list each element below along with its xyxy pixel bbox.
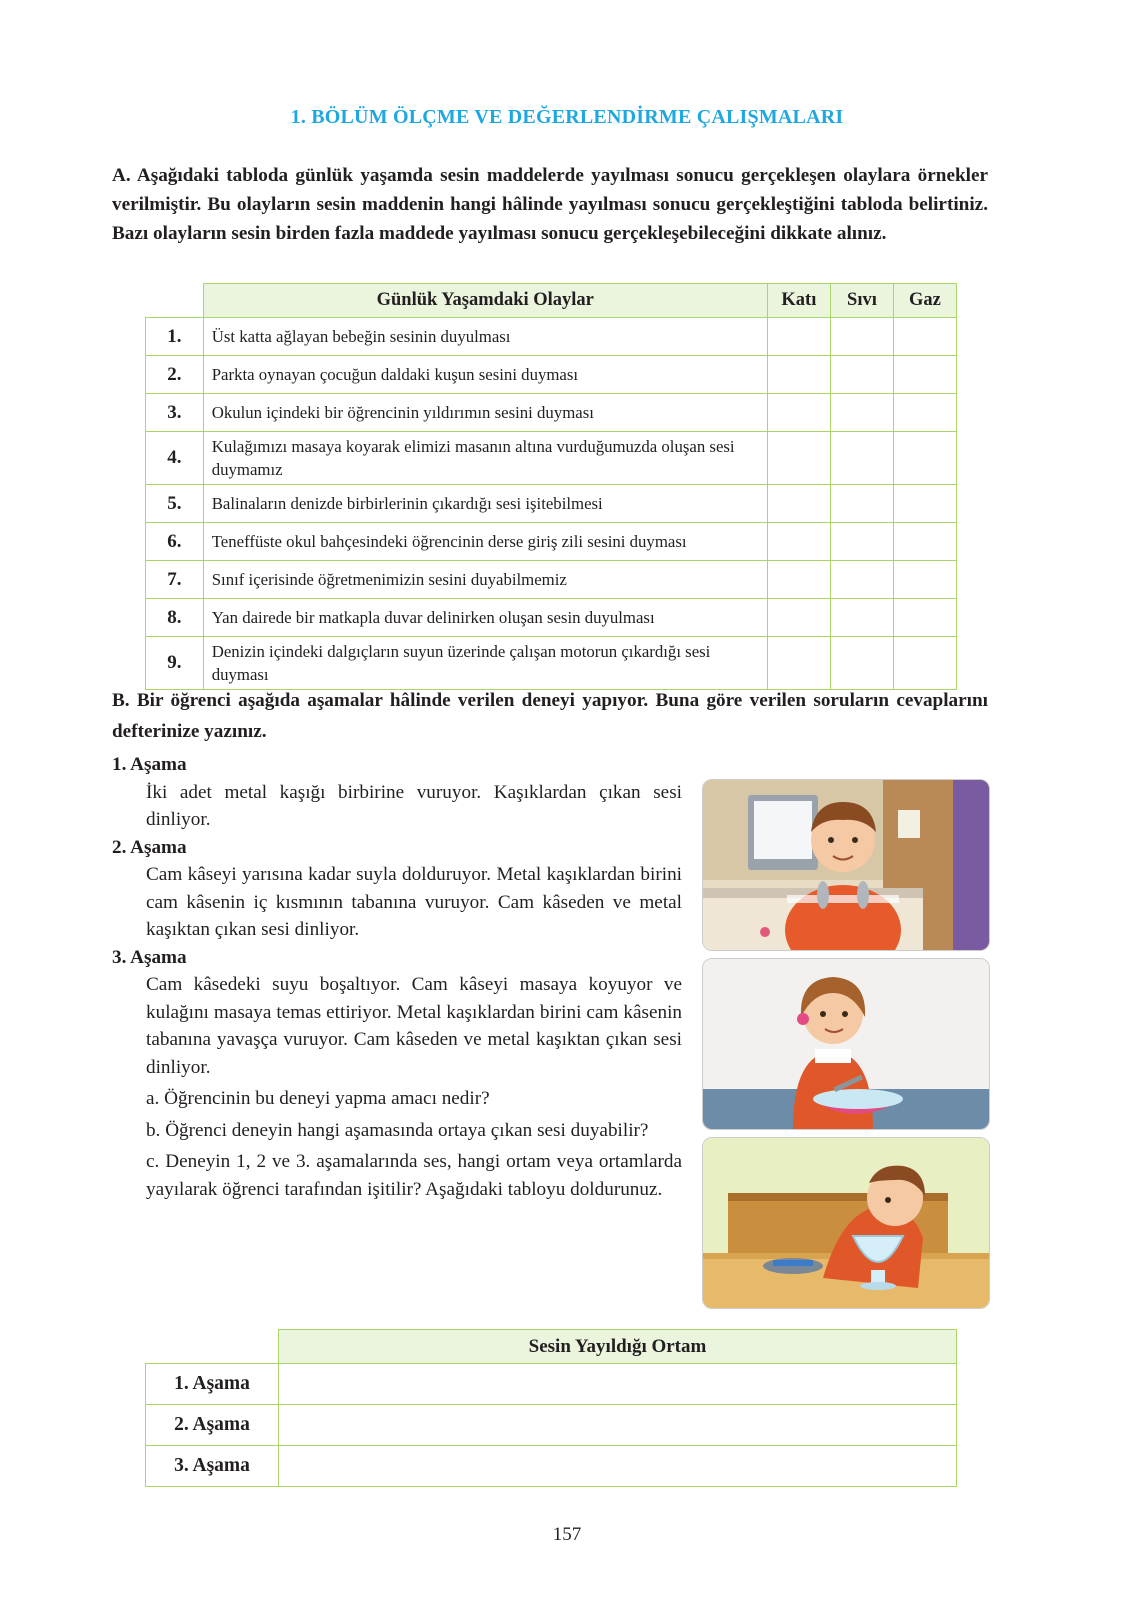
stage1-text: İki adet metal kaşığı birbirine vuruyor. Kaşıklardan çıkan sesi dinliyor. xyxy=(146,781,682,830)
event-text: Okulun içindeki bir öğrencinin yıldırımın sesini duyması xyxy=(203,394,767,432)
row-number: 3. xyxy=(146,394,204,432)
gas-cell[interactable] xyxy=(893,356,956,394)
row-number: 5. xyxy=(146,485,204,523)
table-row xyxy=(146,599,957,637)
gas-cell[interactable] xyxy=(893,637,956,690)
gas-cell[interactable] xyxy=(893,599,956,637)
question-c: c. Deneyin 1, 2 ve 3. aşamalarında ses, hangi ortam veya ortamlarda yayılarak öğrenci tarafından işitilir? Aşağıdaki tabloyu doldurunuz. xyxy=(146,1151,682,1200)
page-title: 1. BÖLÜM ÖLÇME VE DEĞERLENDİRME ÇALIŞMALARI xyxy=(290,106,844,128)
table-row xyxy=(146,1446,957,1487)
header-events: Günlük Yaşamdaki Olaylar xyxy=(203,284,767,318)
row-number: 1. xyxy=(146,318,204,356)
table2-header-row xyxy=(146,1330,957,1364)
stage1-title: 1. Aşama xyxy=(112,754,187,775)
gas-cell[interactable] xyxy=(893,318,956,356)
table-row xyxy=(146,637,957,690)
solid-cell[interactable] xyxy=(767,599,830,637)
event-text: Kulağımızı masaya koyarak elimizi masanın altına vurduğumuzda oluşan sesi duymamız xyxy=(203,432,767,485)
events-table xyxy=(145,283,957,690)
experiment-text xyxy=(112,751,682,1203)
stage2-text: Cam kâseyi yarısına kadar suyla dolduruyor. Metal kaşıklardan birini cam kâsenin iç kısmının tabanına vuruyor. Cam kâseden ve metal kaşıktan çıkan sesi dinliyor. xyxy=(146,864,682,940)
medium-cell[interactable] xyxy=(279,1446,957,1487)
solid-cell[interactable] xyxy=(767,432,830,485)
solid-cell[interactable] xyxy=(767,394,830,432)
illustration-stage3 xyxy=(702,1137,990,1309)
table-header-row xyxy=(146,284,957,318)
stage-label: 1. Aşama xyxy=(146,1364,279,1405)
row-number: 7. xyxy=(146,561,204,599)
gas-cell[interactable] xyxy=(893,394,956,432)
event-text: Parkta oynayan çocuğun daldaki kuşun sesini duyması xyxy=(203,356,767,394)
solid-cell[interactable] xyxy=(767,637,830,690)
gas-cell[interactable] xyxy=(893,485,956,523)
section-a-instruction: A. Aşağıdaki tabloda günlük yaşamda sesin maddelerde yayılması sonucu gerçekleşen olaylara örnekler verilmiştir. Bu olayların sesin maddenin hangi hâlinde yayılması sonucu gerçekleştiğini tabloda belirtiniz. Bazı olayların sesin birden fazla maddede yayılması sonucu gerçekleşebileceğini dikkate alınız. xyxy=(112,165,988,244)
header-gas: Gaz xyxy=(893,284,956,318)
liquid-cell[interactable] xyxy=(830,599,893,637)
medium-cell[interactable] xyxy=(279,1364,957,1405)
event-text: Yan dairede bir matkapla duvar delinirken oluşan sesin duyulması xyxy=(203,599,767,637)
gas-cell[interactable] xyxy=(893,523,956,561)
row-number: 9. xyxy=(146,637,204,690)
event-text: Denizin içindeki dalgıçların suyun üzerinde çalışan motorun çıkardığı sesi duyması xyxy=(203,637,767,690)
event-text: Sınıf içerisinde öğretmenimizin sesini duyabilmemiz xyxy=(203,561,767,599)
section-b-instruction: B. Bir öğrenci aşağıda aşamalar hâlinde verilen deneyi yapıyor. Buna göre verilen soruların cevaplarını defterinize yazınız. xyxy=(112,690,988,742)
liquid-cell[interactable] xyxy=(830,394,893,432)
liquid-cell[interactable] xyxy=(830,637,893,690)
row-number: 8. xyxy=(146,599,204,637)
stage-label: 3. Aşama xyxy=(146,1446,279,1487)
event-text: Teneffüste okul bahçesindeki öğrencinin derse giriş zili sesini duyması xyxy=(203,523,767,561)
table-row xyxy=(146,485,957,523)
event-text: Balinaların denizde birbirlerinin çıkardığı sesi işitebilmesi xyxy=(203,485,767,523)
liquid-cell[interactable] xyxy=(830,485,893,523)
row-number: 2. xyxy=(146,356,204,394)
row-number: 4. xyxy=(146,432,204,485)
table-row xyxy=(146,523,957,561)
table-row xyxy=(146,394,957,432)
solid-cell[interactable] xyxy=(767,485,830,523)
solid-cell[interactable] xyxy=(767,523,830,561)
boy-spoons-image xyxy=(703,780,989,950)
table-row xyxy=(146,356,957,394)
liquid-cell[interactable] xyxy=(830,356,893,394)
liquid-cell[interactable] xyxy=(830,523,893,561)
stage-label: 2. Aşama xyxy=(146,1405,279,1446)
table-row xyxy=(146,432,957,485)
page-number: 157 xyxy=(552,1524,582,1545)
stage3-title: 3. Aşama xyxy=(112,946,187,968)
liquid-cell[interactable] xyxy=(830,318,893,356)
solid-cell[interactable] xyxy=(767,356,830,394)
medium-table xyxy=(145,1329,957,1487)
question-a: a. Öğrencinin bu deneyi yapma amacı nedir? xyxy=(146,1088,490,1109)
event-text: Üst katta ağlayan bebeğin sesinin duyulması xyxy=(203,318,767,356)
gas-cell[interactable] xyxy=(893,561,956,599)
question-b: b. Öğrenci deneyin hangi aşamasında ortaya çıkan sesi duyabilir? xyxy=(146,1119,649,1141)
header-solid: Katı xyxy=(767,284,830,318)
table-row xyxy=(146,561,957,599)
illustration-stage2 xyxy=(702,958,990,1130)
table2-header: Sesin Yayıldığı Ortam xyxy=(279,1330,957,1364)
boy-table-image xyxy=(703,1138,989,1308)
stage3-text: Cam kâsedeki suyu boşaltıyor. Cam kâseyi masaya koyuyor ve kulağını masaya temas ettiriyor. Metal kaşıklardan birini cam kâsenin tabanına yavaşça vuruyor. Cam kâseden ve metal kaşıktan çıkan sesi dinliyor. xyxy=(146,974,682,1078)
stage2-title: 2. Aşama xyxy=(112,836,187,858)
solid-cell[interactable] xyxy=(767,561,830,599)
row-number: 6. xyxy=(146,523,204,561)
liquid-cell[interactable] xyxy=(830,561,893,599)
gas-cell[interactable] xyxy=(893,432,956,485)
table-row xyxy=(146,1405,957,1446)
liquid-cell[interactable] xyxy=(830,432,893,485)
girl-bowl-image xyxy=(703,959,989,1129)
medium-cell[interactable] xyxy=(279,1405,957,1446)
solid-cell[interactable] xyxy=(767,318,830,356)
header-liquid: Sıvı xyxy=(830,284,893,318)
illustration-stage1 xyxy=(702,779,990,951)
table-row xyxy=(146,318,957,356)
table-row xyxy=(146,1364,957,1405)
